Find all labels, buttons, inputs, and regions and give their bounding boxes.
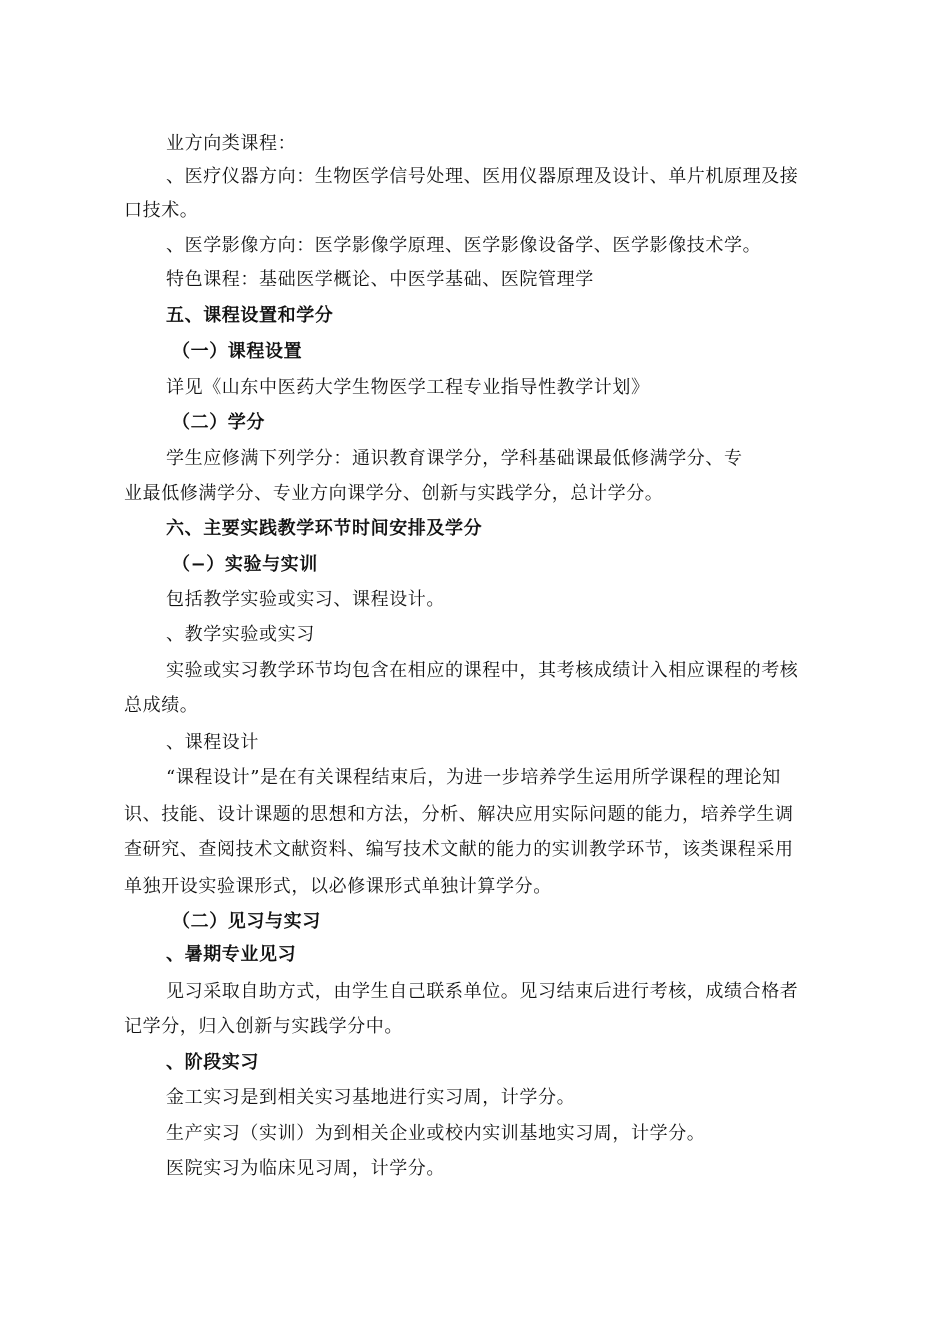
text-line: 学生应修满下列学分：通识教育课学分，学科基础课最低修满学分、专 [166,448,743,469]
text-line: 总成绩。 [124,695,199,716]
text-line: 单独开设实验课形式，以必修课形式单独计算学分。 [124,876,552,897]
text-line: 、课程设计 [166,732,259,753]
text-line: 见习采取自助方式，由学生自己联系单位。见习结束后进行考核，成绩合格者 [166,981,799,1002]
text-line: “课程设计”是在有关课程结束后，为进一步培养学生运用所学课程的理论知 [166,767,781,788]
text-line: 口技术。 [124,200,199,221]
text-line: 查研究、查阅技术文献资料、编写技术文献的能力的实训教学环节，该类课程采用 [124,839,794,860]
item-heading: 、暑期专业见习 [166,944,297,965]
subsection-heading: （−）实验与实训 [172,554,318,575]
text-line: 金工实习是到相关实习基地进行实习周，计学分。 [166,1087,576,1108]
text-line: 特色课程：基础医学概论、中医学基础、医院管理学 [166,269,594,290]
item-heading: 、阶段实习 [166,1052,259,1073]
section-heading: 六、主要实践教学环节时间安排及学分 [166,518,483,539]
text-line: 详见《山东中医药大学生物医学工程专业指导性教学计划》 [166,377,650,398]
subsection-heading: （一）课程设置 [172,341,303,362]
text-line: 、教学实验或实习 [166,624,315,645]
text-line: 生产实习（实训）为到相关企业或校内实训基地实习周，计学分。 [166,1123,706,1144]
text-line: 记学分，归入创新与实践学分中。 [124,1016,403,1037]
subsection-heading: （二）见习与实习 [172,911,321,932]
text-line: 业方向类课程： [166,133,297,154]
text-line: 实验或实习教学环节均包含在相应的课程中，其考核成绩计入相应课程的考核 [166,660,799,681]
text-line: 、医疗仪器方向：生物医学信号处理、医用仪器原理及设计、单片机原理及接 [166,166,799,187]
text-line: 医院实习为临床见习周，计学分。 [166,1158,445,1179]
text-line: 业最低修满学分、专业方向课学分、创新与实践学分，总计学分。 [124,483,664,504]
text-line: 识、技能、设计课题的思想和方法，分析、解决应用实际问题的能力，培养学生调 [124,804,794,825]
text-line: 包括教学实验或实习、课程设计。 [166,589,445,610]
subsection-heading: （二）学分 [172,412,265,433]
section-heading: 五、课程设置和学分 [166,305,334,326]
text-line: 、医学影像方向：医学影像学原理、医学影像设备学、医学影像技术学。 [166,235,762,256]
